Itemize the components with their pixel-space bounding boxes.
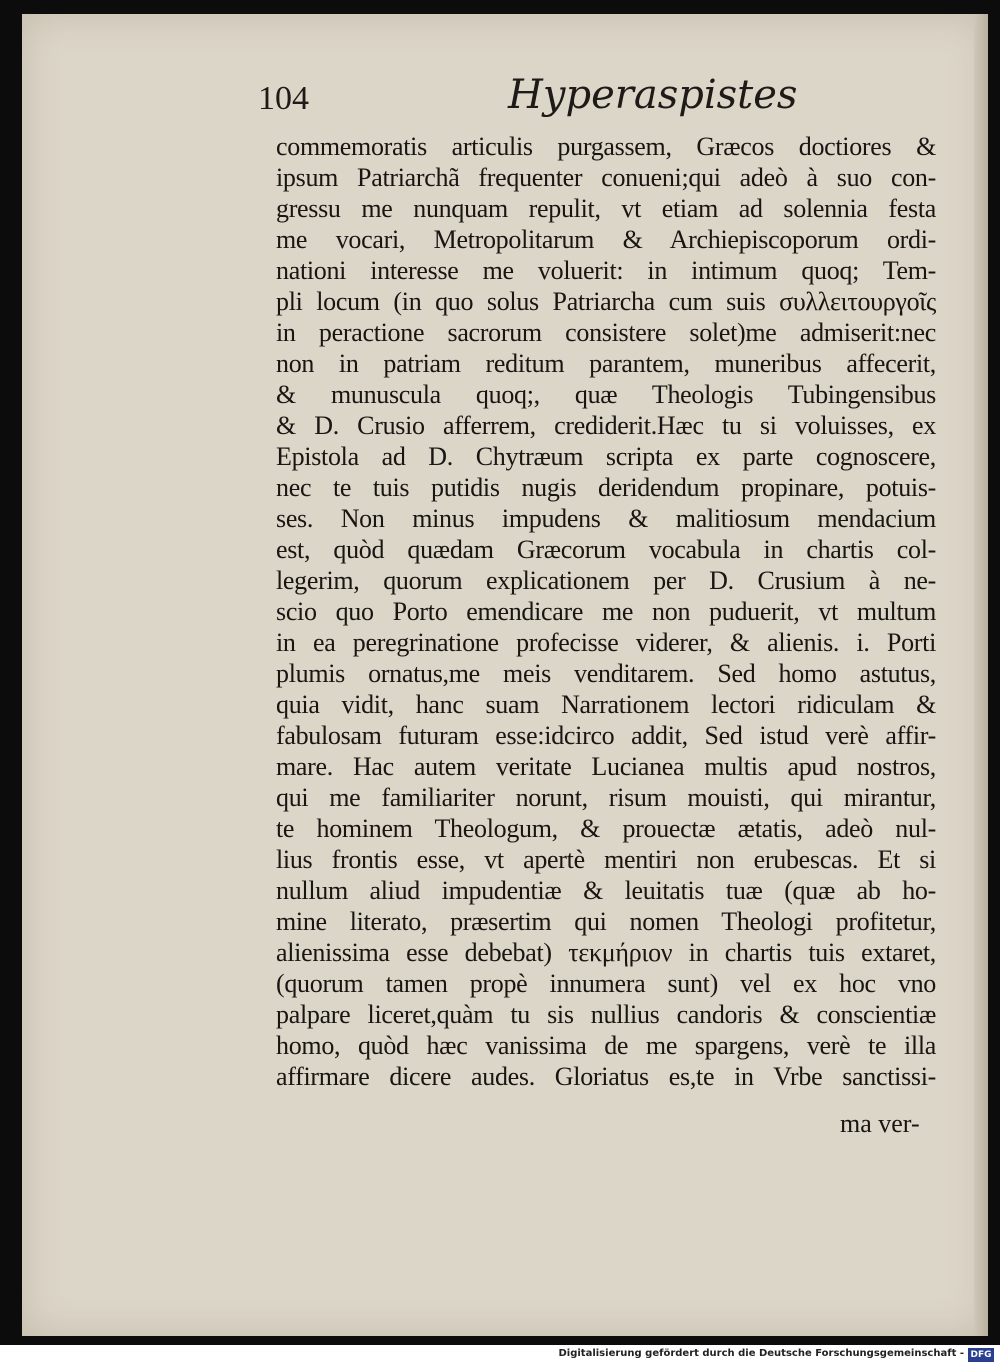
body-text bbox=[276, 131, 936, 1092]
catchword: ma ver- bbox=[840, 1109, 920, 1138]
text-line: Epistola ad D. Chytræum scripta ex parte cognoscere, bbox=[276, 442, 936, 471]
footer-bar bbox=[0, 1345, 1000, 1366]
running-head: Hyperaspistes bbox=[508, 72, 798, 118]
text-line: te hominem Theologum, & prouectæ ætatis, adeò nul- bbox=[276, 814, 936, 843]
text-line: mine literato, præsertim qui nomen Theologi profitetur, bbox=[276, 907, 936, 936]
text-line: me vocari, Metropolitarum & Archiepiscoporum ordi- bbox=[276, 225, 936, 254]
text-line: affirmare dicere audes. Gloriatus es,te in Vrbe sanctissi- bbox=[276, 1062, 936, 1091]
text-line: ipsum Patriarchã frequenter conueni;qui adeò à suo con- bbox=[276, 163, 936, 192]
text-line: quia vidit, hanc suam Narrationem lectori ridiculam & bbox=[276, 690, 936, 719]
text-line: & D. Crusio afferrem, crediderit.Hæc tu si voluisses, ex bbox=[276, 411, 936, 440]
text-line: legerim, quorum explicationem per D. Crusium à ne- bbox=[276, 566, 936, 595]
page-number: 104 bbox=[258, 80, 309, 117]
page-header bbox=[258, 72, 798, 132]
text-line: alienissima esse debebat) τεκμήριον in chartis tuis extaret, bbox=[276, 938, 936, 967]
text-line: in ea peregrinatione profecisse viderer, & alienis. i. Porti bbox=[276, 628, 936, 657]
footer-credit: Digitalisierung gefördert durch die Deutsche Forschungsgemeinschaft - bbox=[558, 1348, 964, 1359]
text-line: & munuscula quoq;, quæ Theologis Tubingensibus bbox=[276, 380, 936, 409]
text-line: nullum aliud impudentiæ & leuitatis tuæ (quæ ab ho- bbox=[276, 876, 936, 905]
text-line: lius frontis esse, vt apertè mentiri non erubescas. Et si bbox=[276, 845, 936, 874]
text-line: gressu me nunquam repulit, vt etiam ad solennia festa bbox=[276, 194, 936, 223]
text-line: non in patriam reditum parantem, muneribus affecerit, bbox=[276, 349, 936, 378]
text-line: fabulosam futuram esse:idcirco addit, Sed istud verè affir- bbox=[276, 721, 936, 750]
text-line: (quorum tamen propè innumera sunt) vel ex hoc vno bbox=[276, 969, 936, 998]
dfg-logo-icon: DFG bbox=[968, 1348, 994, 1362]
text-line: nec te tuis putidis nugis deridendum propinare, potuis- bbox=[276, 473, 936, 502]
text-line: homo, quòd hæc vanissima de me spargens, verè te illa bbox=[276, 1031, 936, 1060]
text-line: commemoratis articulis purgassem, Græcos doctiores & bbox=[276, 132, 936, 161]
text-line: palpare liceret,quàm tu sis nullius candoris & conscientiæ bbox=[276, 1000, 936, 1029]
text-line: pli locum (in quo solus Patriarcha cum suis συλλειτουργοῖς bbox=[276, 287, 936, 316]
text-line: nationi interesse me voluerit: in intimum quoq; Tem- bbox=[276, 256, 936, 285]
text-line: qui me familiariter norunt, risum mouisti, qui mirantur, bbox=[276, 783, 936, 812]
text-line: ses. Non minus impudens & malitiosum mendacium bbox=[276, 504, 936, 533]
text-line: mare. Hac autem veritate Lucianea multis apud nostros, bbox=[276, 752, 936, 781]
text-line: scio quo Porto emendicare me non puduerit, vt multum bbox=[276, 597, 936, 626]
text-line: est, quòd quædam Græcorum vocabula in chartis col- bbox=[276, 535, 936, 564]
text-line: plumis ornatus,me meis venditarem. Sed homo astutus, bbox=[276, 659, 936, 688]
text-line: in peractione sacrorum consistere solet)me admiserit:nec bbox=[276, 318, 936, 347]
